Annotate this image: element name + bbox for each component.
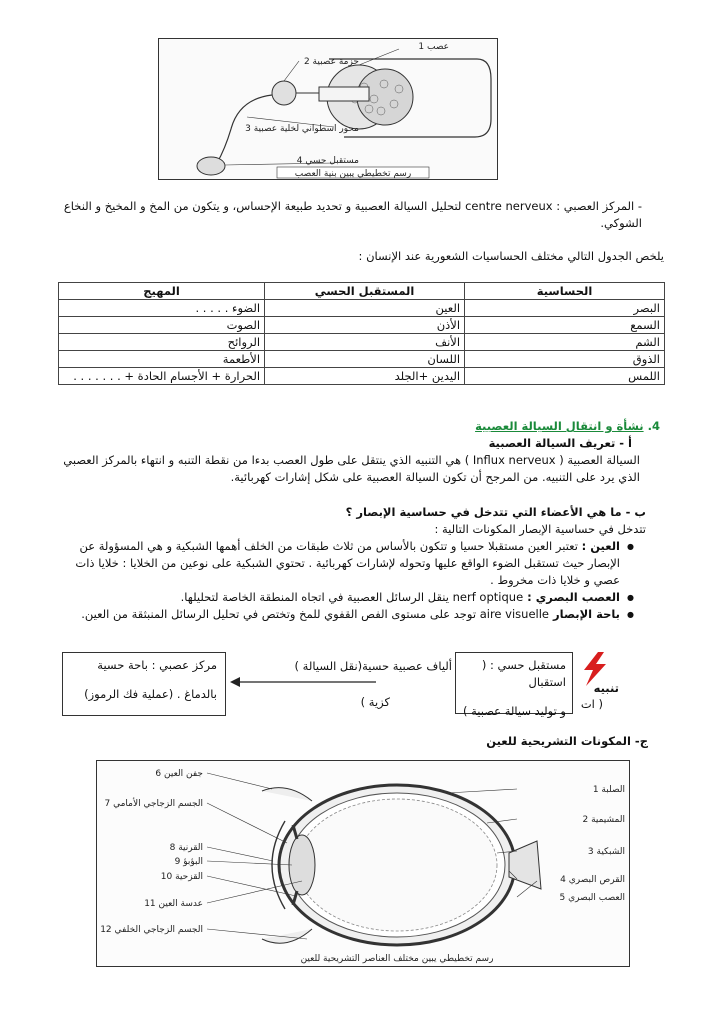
- subheading-c: ج- المكونات التشريحية للعين: [486, 734, 648, 748]
- flow-arrow: [228, 676, 378, 688]
- subheading-b: ب - ما هي الأعضاء التي تتدخل في حساسية الإبصار ؟: [345, 505, 646, 519]
- fig1-caption: رسم تخطيطي يبين بنية العصب: [294, 169, 412, 179]
- table-header: الحساسية: [465, 283, 665, 300]
- table-cell: العين: [265, 300, 465, 317]
- table-row: [59, 368, 665, 385]
- table-row: [59, 300, 665, 317]
- fig2-label-10: 10 القزحية: [160, 872, 203, 882]
- fig2-caption: رسم تخطيطي يبين مختلف العناصر التشريحية للعين: [300, 954, 494, 964]
- table-cell: الأطعمة: [59, 351, 265, 368]
- fig2-label-12: 12 الجسم الزجاجي الخلفي: [100, 925, 203, 935]
- table-row: [59, 317, 665, 334]
- fig2-label-2: 2 المشيمية: [582, 815, 625, 825]
- eye-diagram: [97, 761, 629, 966]
- sensitivity-table: [58, 282, 665, 385]
- item-term: العين :: [581, 539, 620, 553]
- receptor-line-1: مستقبل حسي : ( استقبال: [481, 658, 566, 689]
- table-row: [59, 351, 665, 368]
- fig1-label-3: 3 محور اسطواني لخلية عصبية: [245, 124, 359, 134]
- fig1-label-4: 4 مستقبل حسي: [296, 156, 359, 166]
- fibers-tail: كزية ): [360, 695, 390, 709]
- table-cell: الأنف: [265, 334, 465, 351]
- stimulus-sub: ( ات: [580, 697, 603, 711]
- nerve-structure-figure: [158, 38, 498, 180]
- definition-line-2: الذي يرد على التنبيه. من المرجح أن تكون السيالة العصبية على شكل إشارات كهربائية.: [230, 470, 640, 484]
- receptor-line-2: و توليد سيالة عصبية ): [462, 704, 566, 718]
- fig1-label-1: 1 عصب: [418, 42, 449, 52]
- center-line-1: مركز عصبي : باحة حسية: [97, 658, 217, 672]
- list-item: [56, 606, 634, 623]
- table-cell: الروائح: [59, 334, 265, 351]
- table-header: المستقبل الحسي: [265, 283, 465, 300]
- nerve-diagram: [159, 39, 497, 179]
- center-line-2: بالدماغ . (عملية فك الرموز): [84, 687, 217, 701]
- table-cell: الضوء . . . . .: [59, 300, 265, 317]
- table-cell: الشم: [465, 334, 665, 351]
- fig2-label-6: 6 جفن العين: [155, 769, 203, 779]
- table-intro: يلخص الجدول التالي مختلف الحساسيات الشعورية عند الإنسان :: [358, 249, 664, 263]
- vision-components-list: [56, 538, 634, 623]
- table-cell: اللمس: [465, 368, 665, 385]
- item-text: aire visuelle توجد على مستوى الفص القفوي للمخ وتختص في تحليل الرسائل المنبثقة من العين.: [81, 607, 549, 621]
- table-cell: الذوق: [465, 351, 665, 368]
- list-item: [56, 538, 634, 589]
- nervous-center-box: [62, 652, 226, 716]
- eye-anatomy-figure: [96, 760, 630, 967]
- table-cell: الصوت: [59, 317, 265, 334]
- table-cell: السمع: [465, 317, 665, 334]
- table-header: المهيج: [59, 283, 265, 300]
- receptor-box: [455, 652, 573, 718]
- fig2-label-5: 5 العصب البصري: [559, 893, 625, 903]
- stimulus-label: تنبيه: [593, 681, 619, 695]
- item-term: باحة الإبصار: [549, 607, 620, 621]
- fibers-label: ألياف عصبية حسية(نقل السيالة ): [294, 659, 452, 673]
- table-cell: البصر: [465, 300, 665, 317]
- section-title: نشأة و انتقال السيالة العصبية: [475, 419, 644, 433]
- section-number: 4.: [647, 419, 660, 433]
- table-header-row: [59, 283, 665, 300]
- fig2-label-11: 11 عدسة العين: [144, 899, 203, 909]
- intro-b: تتدخل في حساسية الإبصار المكونات التالية :: [434, 522, 646, 536]
- item-text: تعتبر العين مستقبلا حسيا و تتكون بالأساس من ثلاث طبقات من الخلف أهمها الشبكية و هي المسؤولة عن الإبصار حيث تستقبل الضوء الواقع عليها وتحوله لإشارات كهربائية . تحتوي الشبكية على نوعين من الخلايا : خلايا ذات عصي و خلايا ذات مخروط .: [75, 539, 620, 587]
- subheading-a: أ - تعريف السيالة العصبية: [488, 436, 632, 450]
- fig2-label-1: 1 الصلبة: [592, 785, 625, 795]
- central-nervous-paragraph: [52, 198, 642, 232]
- item-text: nerf optique ينقل الرسائل العصبية في اتجاه المنطقة الخاصة لتحليلها.: [180, 590, 524, 604]
- item-term: العصب البصري :: [523, 590, 620, 604]
- para-dash: -: [637, 199, 642, 213]
- fig2-label-4: 4 القرص البصري: [560, 875, 625, 885]
- definition-line-1: السيالة العصبية ( Influx nerveux ) هي التنبيه الذي ينتقل على طول العصب بدءا من نقطة التنبه و انتهاء بالمركز العصبي: [63, 453, 640, 467]
- table-cell: الأذن: [265, 317, 465, 334]
- section-4-heading: [300, 418, 660, 435]
- fig2-label-7: 7 الجسم الزجاجي الأمامي: [104, 799, 203, 809]
- table-cell: الحرارة + الأجسام الحادة + . . . . . . .: [59, 368, 265, 385]
- table-cell: اللسان: [265, 351, 465, 368]
- fig2-label-3: 3 الشبكية: [587, 847, 625, 857]
- fig1-label-2: 2 حزمة عصبية: [303, 57, 359, 67]
- fig2-label-8: 8 القرنية: [169, 843, 203, 853]
- para-text: المركز العصبي : centre nerveux لتحليل السيالة العصبية و تحديد طبيعة الإحساس، و يتكون من المخ و المخيخ و النخاع الشوكي.: [63, 199, 642, 230]
- list-item: [56, 589, 634, 606]
- table-cell: اليدين +الجلد: [265, 368, 465, 385]
- fig2-label-9: 9 البؤبؤ: [174, 857, 203, 867]
- table-row: [59, 334, 665, 351]
